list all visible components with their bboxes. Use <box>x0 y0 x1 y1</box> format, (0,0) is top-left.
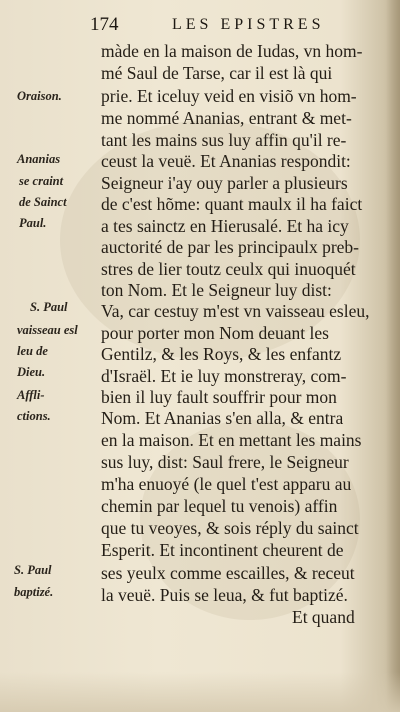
text-line: ton Nom. Et le Seigneur luy dist: <box>101 280 332 300</box>
text-line: sus luy, dist: Saul frere, le Seigneur <box>101 452 349 472</box>
margin-note-affli: Affli- <box>17 388 45 402</box>
text-line: Esperit. Et incontinent cheurent de <box>101 540 344 560</box>
page-number: 174 <box>90 14 119 35</box>
text-line: Seigneur i'ay ouy parler a plusieurs <box>101 173 348 193</box>
text-line: d'Israël. Et ie luy monstreray, com- <box>101 366 347 386</box>
text-line: la veuë. Puis se leua, & fut baptizé. <box>101 585 348 605</box>
margin-note-s-paul-2: S. Paul <box>14 563 52 577</box>
margin-note-se-craint: se craint <box>19 174 64 188</box>
page-edge-shadow <box>386 0 400 712</box>
margin-note-leu-de: leu de <box>17 344 48 358</box>
text-line: me nommé Ananias, entrant & met- <box>101 108 352 128</box>
margin-note-ctions: ctions. <box>17 409 51 423</box>
text-line: chemin par lequel tu venois) affin <box>101 496 338 516</box>
text-line: pour porter mon Nom deuant les <box>101 323 329 343</box>
text-line: mé Saul de Tarse, car il est là qui <box>101 63 333 83</box>
margin-note-s-paul: S. Paul <box>30 300 68 314</box>
text-line: ceust la veuë. Et Ananias respondit: <box>101 151 351 171</box>
margin-note-paul: Paul. <box>19 216 47 230</box>
text-line: auctorité de par les principaulx preb- <box>101 237 360 257</box>
text-line: de c'est hõme: quant maulx il ha faict <box>101 194 363 214</box>
margin-note-ananias: Ananias <box>17 152 61 166</box>
text-line: màde en la maison de Iudas, vn hom- <box>101 41 363 61</box>
text-line: en la maison. Et en mettant les mains <box>101 430 362 450</box>
text-line: bien il luy fault souffrir pour mon <box>101 387 337 407</box>
text-line: ses yeulx comme escailles, & receut <box>101 563 355 583</box>
text-line: stres de lier toutz ceulx qui inuoquét <box>101 259 356 279</box>
text-line: prie. Et iceluy veid en visiõ vn hom- <box>101 86 357 106</box>
text-line: que tu veoyes, & sois réply du sainct <box>101 518 359 538</box>
running-head: LES EPISTRES <box>172 16 325 33</box>
text-line: Nom. Et Ananias s'en alla, & entra <box>101 408 344 428</box>
margin-note-baptize: baptizé. <box>14 585 54 599</box>
margin-note-oraison: Oraison. <box>17 89 62 103</box>
margin-note-de-sainct: de Sainct <box>19 195 67 209</box>
text-line: m'ha enuoyé (le quel t'est apparu au <box>101 474 352 494</box>
text-line: Va, car cestuy m'est vn vaisseau esleu, <box>101 301 370 321</box>
margin-note-vaisseau: vaisseau esl <box>17 323 78 337</box>
catchword: Et quand <box>292 607 355 627</box>
text-line: tant les mains sus luy affin qu'il re- <box>101 130 347 150</box>
text-line: Gentilz, & les Roys, & les enfantz <box>101 344 342 364</box>
text-line: a tes sainctz en Hierusalé. Et ha icy <box>101 216 349 236</box>
margin-note-dieu: Dieu. <box>17 365 46 379</box>
